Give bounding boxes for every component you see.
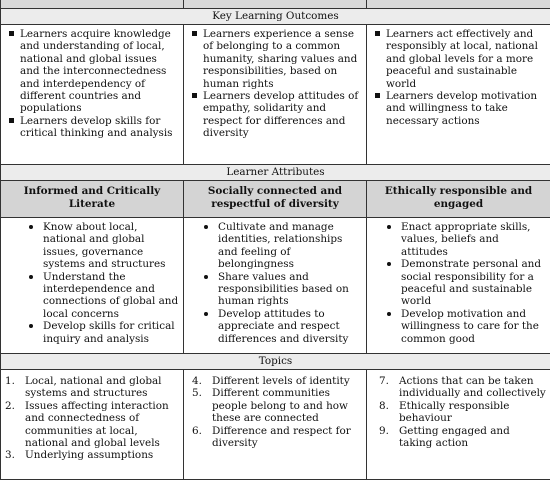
list-item [192,375,362,387]
list-item [192,387,362,424]
item-number: 4. [192,375,212,387]
item-number: 3. [5,449,25,461]
item-text: Ethically responsible behaviour [399,400,546,425]
list-item: Develop skills for critical inquiry and analysis [29,320,179,345]
cropped-header-cell [184,0,367,9]
attribute-heading: Socially connected and respectful of diversity [184,181,367,218]
cropped-header-cell [1,0,184,9]
item-number: 5. [192,387,212,424]
item-text: Underlying assumptions [25,449,179,461]
item-text: Difference and respect for diversity [212,425,362,450]
topics-cell [1,370,184,480]
outcomes-section-row [1,9,550,25]
cropped-header-cell [367,0,550,9]
outcomes-row [1,25,550,165]
item-number: 2. [5,400,25,450]
item-number: 1. [5,375,25,400]
list-item [5,449,179,461]
list-item: Develop motivation and willingness to care for the common good [387,308,546,345]
attributes-row [1,218,550,354]
item-number: 6. [192,425,212,450]
list-item: Develop attitudes to appreciate and respect differences and diversity [204,308,362,345]
outcomes-cell [1,25,184,165]
topics-cell [184,370,367,480]
item-text: Local, national and global systems and structures [25,375,179,400]
cropped-header-row [1,0,550,9]
list-item [379,375,546,400]
section-heading-topics: Topics [1,354,550,370]
section-heading-attributes: Learner Attributes [1,165,550,181]
item-text: Different communities people belong to and how these are connected [212,387,362,424]
section-heading-outcomes: Key Learning Outcomes [1,9,550,25]
list-item [5,400,179,450]
topics-cell [367,370,550,480]
item-text: Getting engaged and taking action [399,425,546,450]
list-item [5,375,179,400]
item-number: 8. [379,400,399,425]
list-item: Learners experience a sense of belonging to a common humanity, sharing values and responsibilities, based on human rights [192,28,362,90]
list-item: Learners develop attitudes of empathy, solidarity and respect for differences and diversity [192,90,362,140]
topics-section-row [1,354,550,370]
item-text: Actions that can be taken individually and collectively [399,375,546,400]
topics-row [1,370,550,480]
item-number: 7. [379,375,399,400]
list-item: Enact appropriate skills, values, beliefs and attitudes [387,221,546,258]
outcomes-cell [184,25,367,165]
list-item: Demonstrate personal and social responsibility for a peaceful and sustainable world [387,258,546,308]
item-number: 9. [379,425,399,450]
item-text: Issues affecting interaction and connectedness of communities at local, national and global levels [25,400,179,450]
list-item: Learners develop skills for critical thinking and analysis [9,115,179,140]
attributes-cell [1,218,184,354]
list-item: Share values and responsibilities based on human rights [204,271,362,308]
list-item: Learners act effectively and responsibly at local, national and global levels for a more peaceful and sustainable world [375,28,546,90]
list-item: Cultivate and manage identities, relationships and feeling of belongingness [204,221,362,271]
item-text: Different levels of identity [212,375,362,387]
attributes-header-row [1,181,550,218]
attributes-cell [184,218,367,354]
attributes-cell [367,218,550,354]
attribute-heading: Ethically responsible and engaged [367,181,550,218]
list-item: Know about local, national and global issues, governance systems and structures [29,221,179,271]
attribute-heading: Informed and Critically Literate [1,181,184,218]
list-item: Learners acquire knowledge and understanding of local, national and global issues and the interconnectedness and interdependency of different countries and populations [9,28,179,115]
list-item [379,400,546,425]
list-item: Understand the interdependence and connections of global and local concerns [29,271,179,321]
list-item: Learners develop motivation and willingness to take necessary actions [375,90,546,127]
outcomes-cell [367,25,550,165]
attributes-section-row [1,165,550,181]
